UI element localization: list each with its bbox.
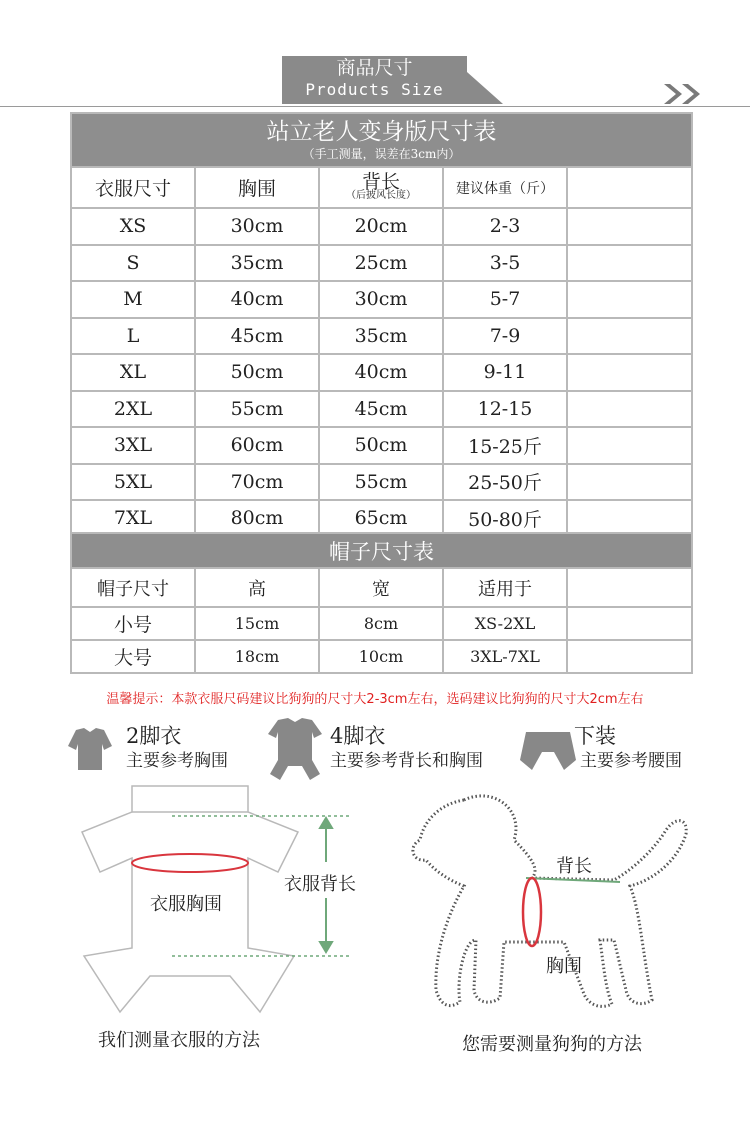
size-cell: 30cm [319, 281, 443, 318]
col-header: 帽子尺寸 [71, 568, 195, 607]
chest-circumference-mark [132, 854, 248, 872]
size-table [70, 112, 693, 538]
size-cell: 3-5 [443, 245, 567, 282]
sizing-tip: 温馨提示：本款衣服尺码建议比狗狗的尺寸大2-3cm左右，选码建议比狗狗的尺寸大2cm左右 [106, 692, 644, 707]
size-cell: 60cm [195, 427, 319, 464]
clothes-measure-diagram [80, 780, 380, 1030]
size-row [71, 464, 692, 501]
size-cell: 35cm [195, 245, 319, 282]
header-banner [282, 56, 467, 104]
col-header-back-length [319, 167, 443, 208]
dog-back-label: 背长 [556, 856, 592, 877]
size-cell: 55cm [319, 464, 443, 501]
size-table-title: 站立老人变身版尺寸表 [266, 119, 497, 145]
hat-table-title: 帽子尺寸表 [71, 533, 692, 568]
size-cell: 5-7 [443, 281, 567, 318]
empty-cell [567, 427, 692, 464]
empty-cell [567, 245, 692, 282]
back-length-label: 衣服背长 [284, 874, 356, 895]
header-banner-wedge [467, 72, 503, 104]
empty-cell [567, 167, 692, 208]
size-cell: 20cm [319, 208, 443, 245]
hat-cell: 15cm [195, 607, 319, 640]
hat-cell: 10cm [319, 640, 443, 673]
size-cell: XS [71, 208, 195, 245]
size-table-head-row [71, 167, 692, 208]
size-cell: 45cm [195, 318, 319, 355]
hat-cell: 大号 [71, 640, 195, 673]
size-row [71, 391, 692, 428]
double-chevron-right-icon [662, 82, 706, 106]
size-row [71, 427, 692, 464]
hat-cell: 8cm [319, 607, 443, 640]
hat-row [71, 607, 692, 640]
hat-cell: 小号 [71, 607, 195, 640]
size-row [71, 354, 692, 391]
empty-cell [567, 208, 692, 245]
header-title-en: Products Size [305, 80, 444, 99]
empty-cell [567, 640, 692, 673]
size-cell: 30cm [195, 208, 319, 245]
category-subtitle: 主要参考腰围 [580, 751, 682, 771]
header-divider [0, 106, 750, 107]
size-cell: 80cm [195, 500, 319, 537]
size-cell: 45cm [319, 391, 443, 428]
dog-measure-diagram [404, 790, 704, 1020]
size-cell: 40cm [195, 281, 319, 318]
size-cell: 50-80斤 [443, 500, 567, 537]
dog-chest-label: 胸围 [546, 956, 582, 977]
size-cell: 3XL [71, 427, 195, 464]
size-cell: S [71, 245, 195, 282]
two-leg-shirt-icon [68, 726, 112, 772]
size-cell: 55cm [195, 391, 319, 428]
col-header-label: 背长 [361, 171, 400, 193]
size-cell: 5XL [71, 464, 195, 501]
category-subtitle: 主要参考胸围 [126, 751, 228, 771]
size-cell: 70cm [195, 464, 319, 501]
hat-cell: XS-2XL [443, 607, 567, 640]
col-header: 高 [195, 568, 319, 607]
size-cell: 15-25斤 [443, 427, 567, 464]
size-cell: 9-11 [443, 354, 567, 391]
size-row [71, 208, 692, 245]
hat-table [70, 532, 693, 674]
size-cell: 7-9 [443, 318, 567, 355]
size-cell: L [71, 318, 195, 355]
chest-label: 衣服胸围 [150, 894, 222, 915]
size-cell: 25cm [319, 245, 443, 282]
size-cell: 2-3 [443, 208, 567, 245]
size-row [71, 281, 692, 318]
hat-cell: 3XL-7XL [443, 640, 567, 673]
hat-cell: 18cm [195, 640, 319, 673]
category-title: 2脚衣 [126, 724, 182, 748]
size-table-header [71, 113, 692, 167]
back-length-note: （后披风长度） [346, 190, 416, 201]
size-cell: 65cm [319, 500, 443, 537]
size-cell: 2XL [71, 391, 195, 428]
size-cell: XL [71, 354, 195, 391]
dog-diagram-caption: 您需要测量狗狗的方法 [462, 1034, 642, 1055]
four-leg-suit-icon [268, 716, 322, 780]
col-header: 建议体重（斤） [443, 167, 567, 208]
size-cell: 35cm [319, 318, 443, 355]
category-subtitle: 主要参考背长和胸围 [330, 751, 483, 771]
size-cell: 25-50斤 [443, 464, 567, 501]
empty-cell [567, 391, 692, 428]
size-cell: 7XL [71, 500, 195, 537]
col-header: 胸围 [195, 167, 319, 208]
category-title: 4脚衣 [330, 724, 386, 748]
col-header: 宽 [319, 568, 443, 607]
size-cell: 50cm [319, 427, 443, 464]
size-cell: 40cm [319, 354, 443, 391]
empty-cell [567, 318, 692, 355]
size-cell: 50cm [195, 354, 319, 391]
category-title: 下装 [574, 724, 616, 748]
hat-row [71, 640, 692, 673]
size-row [71, 245, 692, 282]
empty-cell [567, 464, 692, 501]
size-row [71, 318, 692, 355]
pants-icon [520, 730, 576, 770]
col-header: 衣服尺寸 [71, 167, 195, 208]
empty-cell [567, 568, 692, 607]
col-header: 适用于 [443, 568, 567, 607]
header-title-zh: 商品尺寸 [336, 57, 413, 79]
size-cell: 12-15 [443, 391, 567, 428]
empty-cell [567, 281, 692, 318]
size-cell: M [71, 281, 195, 318]
clothes-diagram-caption: 我们测量衣服的方法 [98, 1030, 260, 1051]
chest-circumference-ring [523, 878, 541, 946]
size-table-subtitle: （手工测量，误差在3cm内） [302, 147, 461, 161]
empty-cell [567, 607, 692, 640]
empty-cell [567, 354, 692, 391]
